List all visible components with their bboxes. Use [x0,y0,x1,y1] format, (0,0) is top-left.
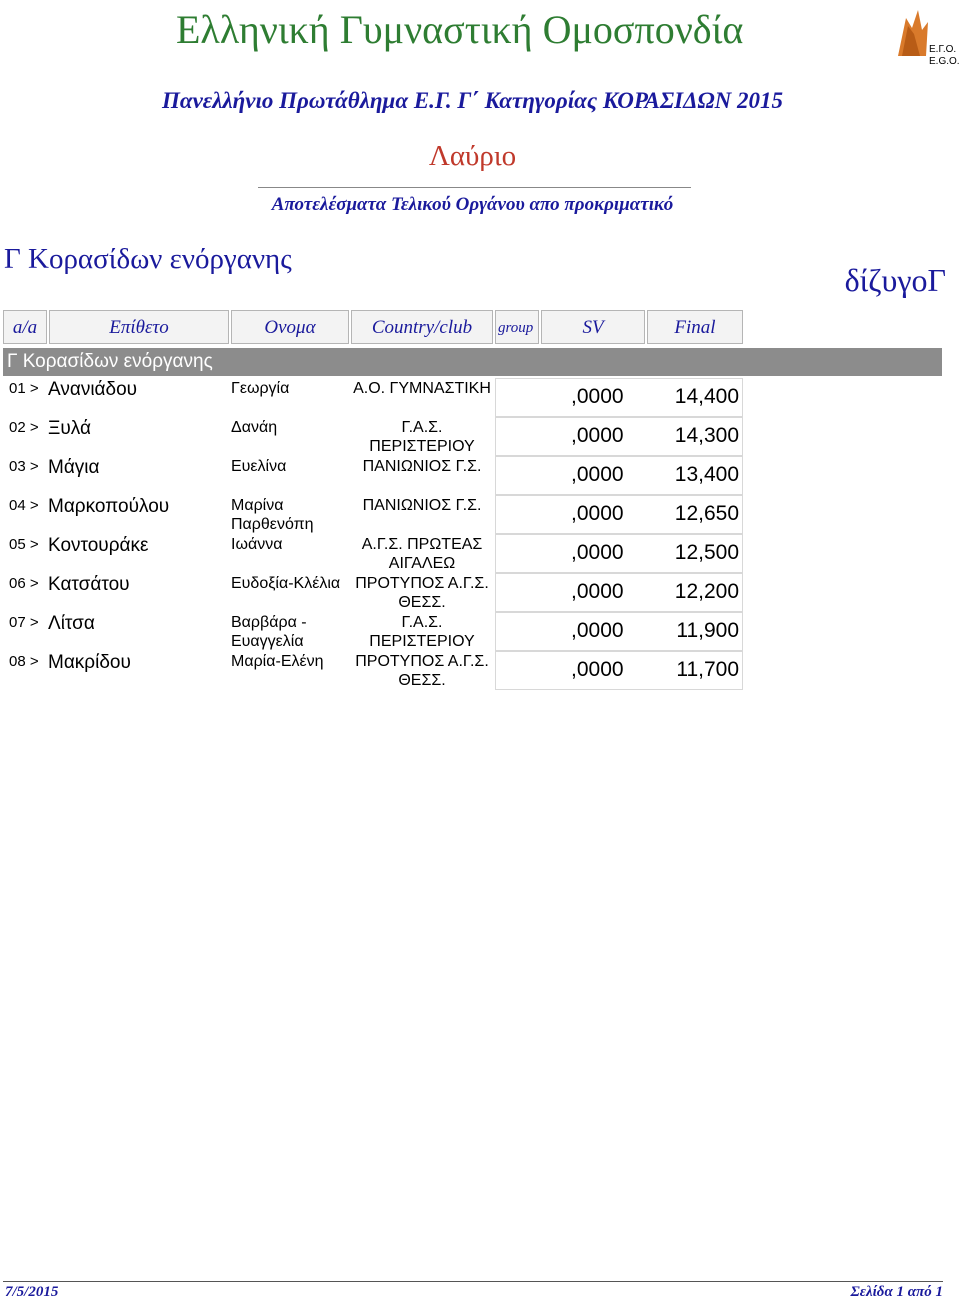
firstname: Δανάη [231,419,278,436]
final-score: 12,650 [674,502,739,525]
logo-text-en: E.G.O. [929,56,960,67]
rank: 01 > [9,380,39,397]
table-row [3,612,743,651]
rank: 06 > [9,575,39,592]
table-row [3,651,743,690]
sv-score: ,0000 [571,502,624,525]
surname: Κοντουράκε [48,535,149,556]
table-row [3,456,743,495]
rank: 08 > [9,653,39,670]
federation-logo [888,4,960,68]
rank: 02 > [9,419,39,436]
table-row [3,495,743,534]
final-score: 13,400 [674,463,739,486]
final-score: 12,500 [674,541,739,564]
surname: Μαρκοπούλου [48,496,170,517]
col-header-firstname: Ονομα [231,310,349,344]
sv-score: ,0000 [571,541,624,564]
organization-title: Ελληνική Γυμναστική Ομοσπονδία [176,7,744,52]
table-row [3,573,743,612]
sv-score: ,0000 [571,463,624,486]
col-header-surname: Επίθετο [49,310,229,344]
rank: 05 > [9,536,39,553]
championship-title: Πανελλήνιο Πρωτάθλημα Ε.Γ. Γ΄ Κατηγορίας ΚΟΡΑΣΙΔΩΝ 2015 [161,88,784,113]
surname: Μακρίδου [48,652,131,673]
club: Α.Γ.Σ. ΠΡΩΤΕΑΣ ΑΙΓΑΛΕΩ [361,536,483,572]
sv-score: ,0000 [571,619,624,642]
apparatus-title: δίζυγοΓ [844,262,946,298]
final-score: 14,300 [674,424,739,447]
sv-score: ,0000 [571,424,624,447]
final-score: 11,700 [676,658,739,681]
club: ΠΡΟΤΥΠΟΣ Α.Γ.Σ. ΘΕΣΣ. [355,575,489,611]
final-score: 14,400 [674,385,739,408]
results-title: Αποτελέσματα Τελικού Οργάνου απο προκριματικό [271,194,674,215]
surname: Κατσάτου [48,574,130,595]
group-bar: Γ Κορασίδων ενόργανης [3,348,942,376]
club: ΠΑΝΙΩΝΙΟΣ Γ.Σ. [362,458,482,475]
col-header-sv: SV [541,310,645,344]
rank: 03 > [9,458,39,475]
surname: Ξυλά [48,418,91,439]
firstname: Ευδοξία-Κλέλια [231,575,341,592]
surname: Ανανιάδου [48,379,138,400]
sv-score: ,0000 [571,580,624,603]
club: ΠΑΝΙΩΝΙΟΣ Γ.Σ. [362,497,482,514]
col-header-club: Country/club [351,310,493,344]
final-score: 11,900 [676,619,739,642]
club: Γ.Α.Σ. ΠΕΡΙΣΤΕΡΙΟΥ [369,419,475,455]
table-row [3,378,743,417]
firstname: Γεωργία [231,380,290,397]
table-row [3,534,743,573]
col-header-rank: a/a [3,310,47,344]
final-score: 12,200 [674,580,739,603]
footer-date: 7/5/2015 [5,1284,59,1300]
logo-text-gr: Ε.Γ.Ο. [929,44,957,55]
title-divider [258,187,691,188]
surname: Λίτσα [48,613,95,634]
col-header-final: Final [647,310,743,344]
firstname: Ιωάννα [231,536,283,553]
firstname: Μαρία-Ελένη [231,653,324,670]
surname: Μάγια [48,457,100,478]
category-title: Γ Κορασίδων ενόργανης [4,243,292,275]
city-title: Λαύριο [428,140,517,172]
club: Γ.Α.Σ. ΠΕΡΙΣΤΕΡΙΟΥ [369,614,475,650]
footer-divider [3,1281,943,1282]
firstname: Βαρβάρα - Ευαγγελία [231,614,307,650]
club: Α.Ο. ΓΥΜΝΑΣΤΙΚΗ [353,380,491,397]
sv-score: ,0000 [571,385,624,408]
firstname: Μαρίνα Παρθενόπη [231,497,314,533]
rank: 07 > [9,614,39,631]
sv-score: ,0000 [571,658,624,681]
firstname: Ευελίνα [231,458,287,475]
col-header-group: group [495,310,539,344]
rank: 04 > [9,497,39,514]
table-header [3,310,743,346]
footer-page-number: Σελίδα 1 από 1 [850,1284,943,1300]
club: ΠΡΟΤΥΠΟΣ Α.Γ.Σ. ΘΕΣΣ. [355,653,489,689]
table-row [3,417,743,456]
